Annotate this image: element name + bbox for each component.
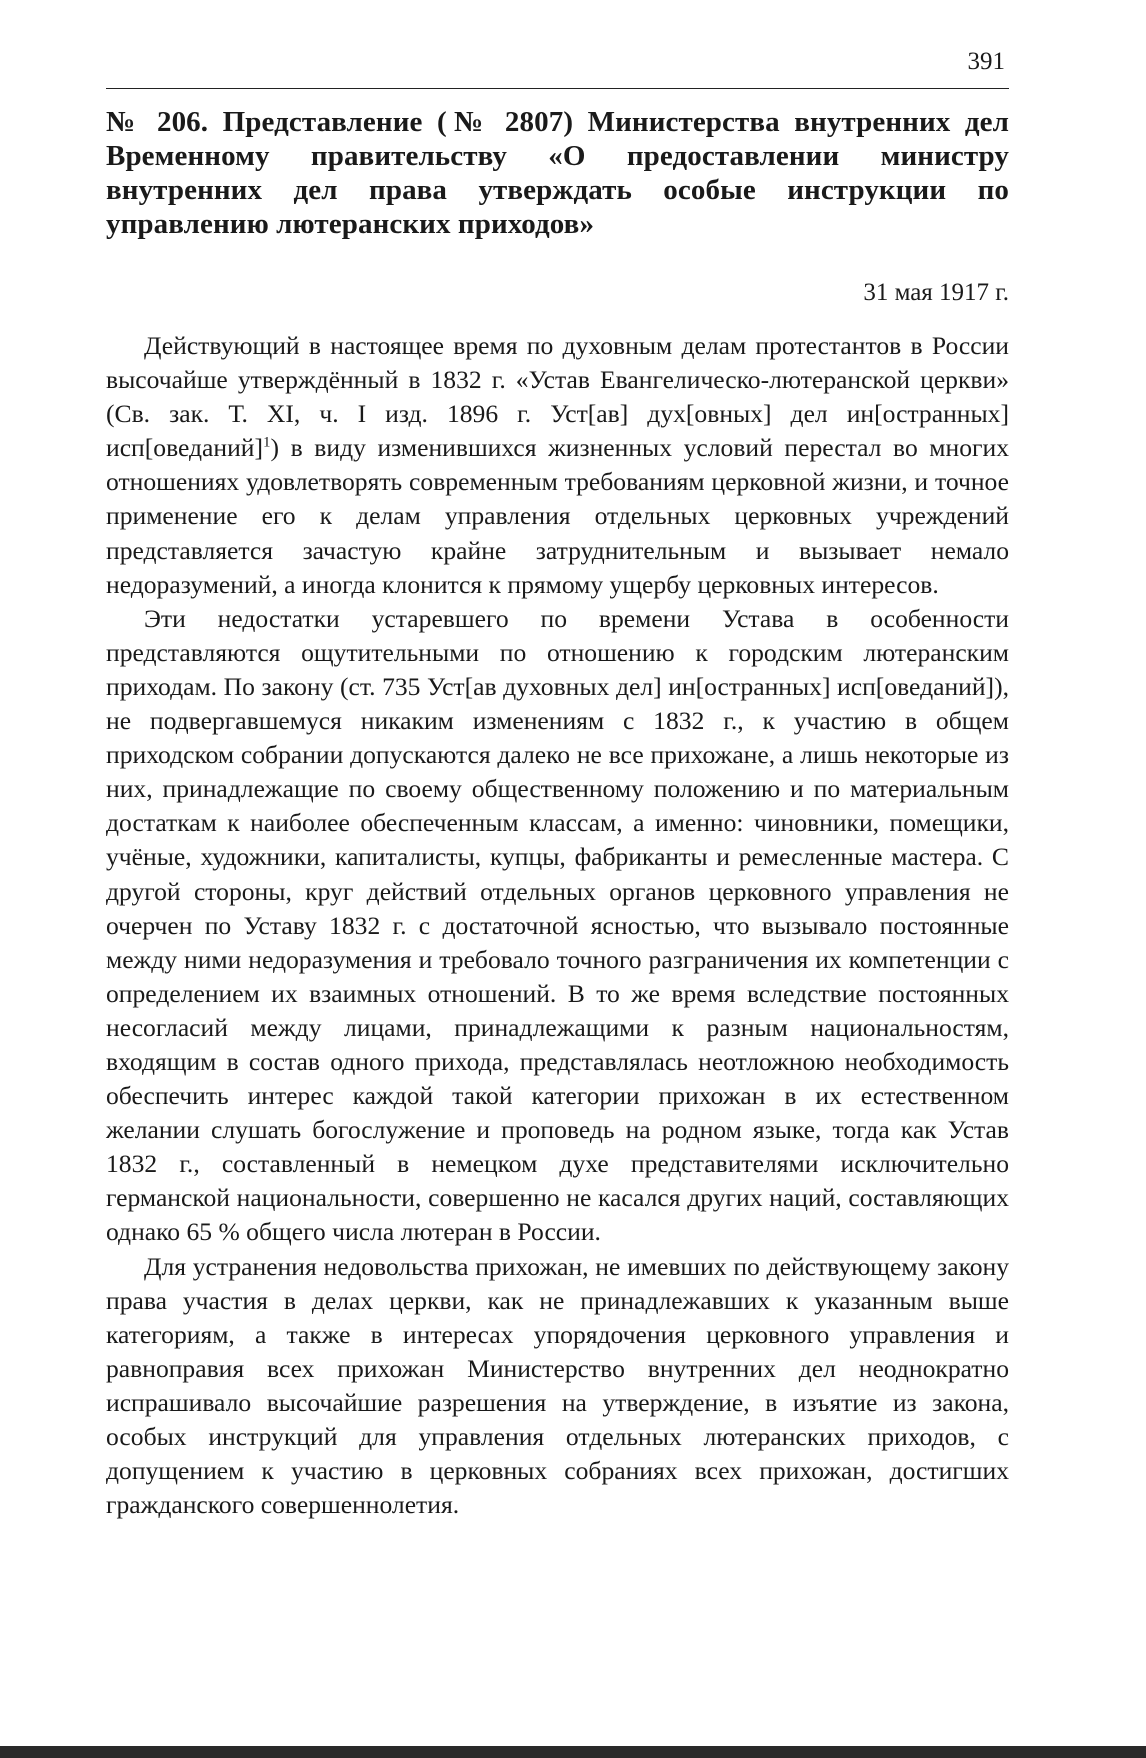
document-body <box>106 329 1009 1522</box>
document-date: 31 мая 1917 г. <box>863 279 1009 306</box>
paragraph-1 <box>106 329 1009 602</box>
paragraph-2: Эти недостатки устаревшего по времени Устава в особенности представляются ощутительными по отношению к городским лютеранским приходам. По закону (ст. 735 Уст[ав духовных дел] ин[остранных] исп[оведаний]), не подвергавшемуся никаким изменениям с 1832 г., к участию в общем приходском собрании допускаются далеко не все прихожане, а лишь некоторые из них, принадлежащие по своему общественному положению и по материальным достаткам к наиболее обеспеченным классам, а именно: чиновники, помещики, учёные, художники, капиталисты, купцы, фабриканты и ремесленные мастера. С другой стороны, круг действий отдельных органов церковного управления не очерчен по Уставу 1832 г. с достаточной ясностью, что вызывало постоянные между ними недоразумения и требовало точного разграничения их компетенции с определением их взаимных отношений. В то же время вследствие постоянных несогласий между лицами, принадлежащими к разным национальностям, входящим в состав одного прихода, представлялась неотложною необходимость обеспечить интерес каждой такой категории прихожан в их естественном желании слушать богослужение и проповедь на родном языке, тогда как Устав 1832 г., составленный в немецком духе представителями исключительно германской национальности, совершенно не касался других наций, составляющих однако 65 % общего числа лютеран в России. <box>106 603 1009 1247</box>
paragraph-1-text-after-note: ) в виду изменившихся жизненных условий перестал во многих отношениях удовлетворять современным требованиям церковной жизни, и точное применение его к делам управления отдельных церковных учреждений представляется зачастую крайне затруднительным и вызывает немало недоразумений, а иногда клонится к прямому ущербу церковных интересов. <box>106 433 1009 599</box>
document-title: № 206. Представление (№ 2807) Министерства внутренних дел Временному правительству «О предоставлении министру внутренних дел права утверждать особые инструкции по управлению лютеранских приходов» <box>106 106 1009 240</box>
page-number: 391 <box>967 48 1005 75</box>
paragraph-3: Для устранения недовольства прихожан, не имевших по действующему закону права участия в делах церкви, как не принадлежавших к указанным выше категориям, а также в интересах упорядочения церковного управления и равноправия всех прихожан Министерство внутренних дел неоднократно испрашивало высочайшие разрешения на утверждение, в изъятие из закона, особых инструкций для управления отдельных лютеранских приходов, с допущением к участию в церковных собраниях всех прихожан, достигших гражданского совершеннолетия. <box>106 1251 1009 1520</box>
scan-bottom-edge <box>0 1746 1146 1758</box>
footnote-reference[interactable]: 1 <box>263 434 271 451</box>
document-page <box>106 40 1009 1522</box>
header-rule <box>106 88 1009 89</box>
page-header <box>106 40 1009 74</box>
paragraph-1-text-before-note: Действующий в настоящее время по духовным делам протестантов в России высочайше утверждённый в 1832 г. «Устав Евангелическо-лютеранской церкви» (Св. зак. Т. XI, ч. I изд. 1896 г. Уст[ав] дух[овных] дел ин[остранных] исп[оведаний] <box>106 331 1009 463</box>
